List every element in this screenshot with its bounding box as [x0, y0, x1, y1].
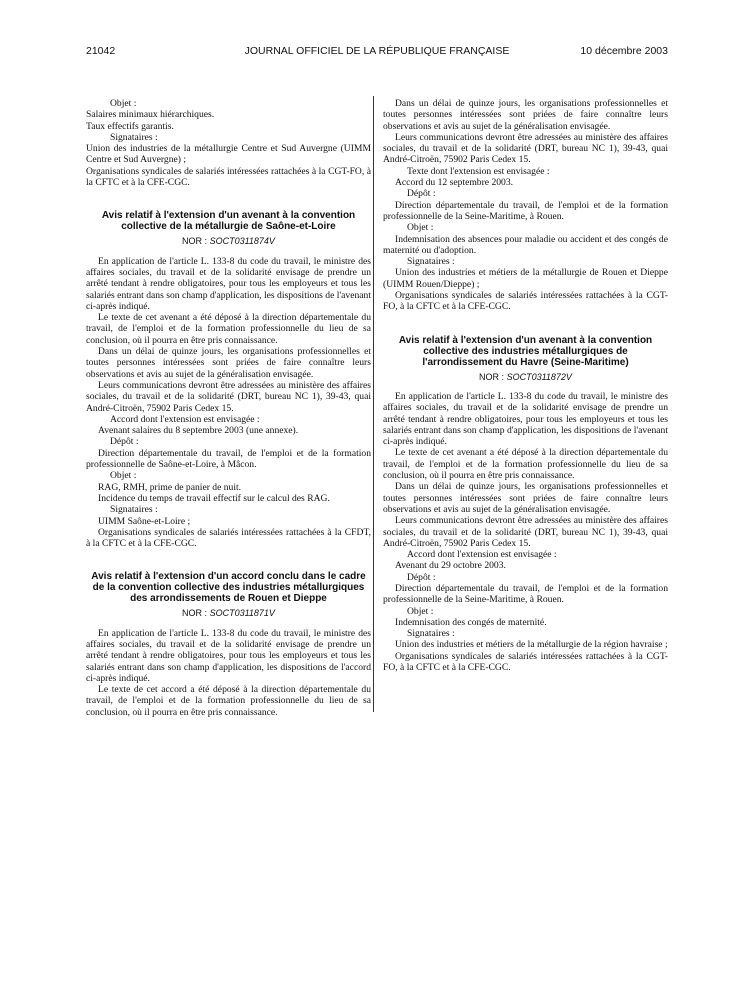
objet-label: Objet : [407, 605, 434, 617]
issue-date: 10 décembre 2003 [580, 45, 668, 57]
paragraph: Le texte de cet avenant a été déposé à la direction départementale du travail, de l'emploi et de la formation professionnelle du lieu de sa conclusion, où il pourra en être pris connaissance. [86, 312, 371, 346]
journal-title: JOURNAL OFFICIEL DE LA RÉPUBLIQUE FRANÇAISE [244, 45, 510, 57]
paragraph: Leurs communications devront être adressées au ministère des affaires sociales, du travail et de la solidarité (DRT, bureau NC 1), 39-43, quai André-Citroën, 75902 Paris Cedex 15. [383, 131, 668, 166]
objet-text: Indemnisation des congés de maternité. [395, 616, 547, 628]
notice-title: Avis relatif à l'extension d'un accord conclu dans le cadre de la convention collective des industries métallurgiques des arrondissements de Rouen et Dieppe [91, 571, 366, 605]
paragraph: Dans un délai de quinze jours, les organisations professionnelles et toutes personnes intéressées sont priées de faire connaître leurs observations et avis au sujet de la généralisation envisagée. [383, 98, 668, 132]
objet-label: Objet : [110, 98, 137, 109]
paragraph: Le texte de cet accord a été déposé à la direction départementale du travail, de l'emploi et de la formation professionnelle du lieu de sa conclusion, où il pourra en être pris connaissance. [86, 684, 371, 718]
texte-label: Texte dont l'extension est envisagée : [407, 165, 550, 177]
signataires-label: Signataires : [407, 256, 455, 268]
objet-text: Taux effectifs garantis. [86, 120, 174, 132]
page-number: 21042 [86, 45, 116, 57]
nor-code: SOCT0311872V [506, 371, 572, 382]
signataire-text: Organisations syndicales de salariés intéressées rattachées à la CGT-FO, à la CFTC et à la CFE-CGC. [86, 165, 371, 189]
accord-label: Accord dont l'extension est envisagée : [110, 413, 260, 425]
nor-reference: NOR : SOCT0311872V [479, 371, 572, 382]
accord-label: Accord dont l'extension est envisagée : [407, 549, 557, 561]
nor-reference: NOR : SOCT0311871V [182, 608, 275, 619]
signataire-text: Union des industries de la métallurgie Centre et Sud Auvergne (UIMM Centre et Sud Auvergne) ; [86, 143, 371, 166]
paragraph: En application de l'article L. 133-8 du code du travail, le ministre des affaires sociales, du travail et de la solidarité envisage de prendre un arrêté tendant à rendre obligatoires, pour tous les employeurs et tous les salariés entrant dans son champ d'application, les dispositions de l'avenant ci-après indiqué. [86, 255, 371, 312]
signataire-text: UIMM Saône-et-Loire ; [98, 515, 191, 527]
paragraph: Dans un délai de quinze jours, les organisations professionnelles et toutes personnes intéressées sont priées de faire connaître leurs observations et avis au sujet de la généralisation envisagée. [86, 346, 371, 380]
nor-code: SOCT0311874V [209, 236, 275, 247]
texte-text: Accord du 12 septembre 2003. [395, 177, 514, 189]
signataires-label: Signataires : [407, 628, 455, 640]
notice-title: Avis relatif à l'extension d'un avenant à la convention collective des industries métallurgiques de l'arrondissement du Havre (Seine-Maritime) [398, 334, 653, 368]
nor-reference: NOR : SOCT0311874V [182, 236, 275, 247]
objet-text: Incidence du temps de travail effectif sur le calcul des RAG. [98, 492, 330, 504]
notice-title: Avis relatif à l'extension d'un avenant à la convention collective de la métallurgie de Saône-et-Loire [101, 210, 356, 233]
depot-text: Direction départementale du travail, de l'emploi et de la formation professionnelle de Saône-et-Loire, à Mâcon. [86, 447, 371, 471]
signataire-text: Union des industries et métiers de la métallurgie de Rouen et Dieppe (UIMM Rouen/Dieppe) ; [383, 267, 668, 290]
paragraph: Leurs communications devront être adressées au ministère des affaires sociales, du travail et de la solidarité (DRT, bureau NC 1), 39-43, quai André-Citroën, 75902 Paris Cedex 15. [86, 379, 371, 414]
objet-text: RAG, RMH, prime de panier de nuit. [98, 481, 242, 493]
notice-le-havre [383, 335, 668, 674]
paragraph: Le texte de cet avenant a été déposé à la direction départementale du travail, de l'emploi et de la formation professionnelle du lieu de sa conclusion, où il pourra en être pris connaissance. [383, 447, 668, 482]
objet-text: Salaires minimaux hiérarchiques. [86, 109, 215, 121]
signataire-text: Union des industries et métiers de la métallurgie de la région havraise ; [395, 639, 668, 651]
signataires-label: Signataires : [110, 131, 158, 143]
objet-label: Objet : [407, 222, 434, 234]
paragraph: En application de l'article L. 133-8 du code du travail, le ministre des affaires sociales, du travail et de la solidarité envisage de prendre un arrêté tendant à rendre obligatoires, pour tous les employeurs et tous les salariés entrant dans son champ d'application, les dispositions de l'accord ci-après indiqué. [86, 627, 371, 684]
left-column [86, 98, 371, 718]
accord-text: Avenant salaires du 8 septembre 2003 (une annexe). [98, 425, 299, 437]
signataire-text: Organisations syndicales de salariés intéressées rattachées à la CGT-FO, à la CFTC et à la CFE-CGC. [383, 290, 668, 313]
page-header [86, 45, 668, 61]
column-divider [373, 96, 374, 712]
objet-label: Objet : [110, 470, 137, 482]
paragraph: En application de l'article L. 133-8 du code du travail, le ministre des affaires sociales, du travail et de la solidarité envisage de prendre un arrêté tendant à rendre obligatoires, pour tous les employeurs et tous les salariés entrant dans son champ d'application, les dispositions de l'avenant ci-après indiqué. [383, 390, 668, 448]
paragraph: Dans un délai de quinze jours, les organisations professionnelles et toutes personnes intéressées sont priées de faire connaître leurs observations et avis au sujet de la généralisation envisagée. [383, 481, 668, 515]
depot-text: Direction départementale du travail, de l'emploi et de la formation professionnelle de la Seine-Maritime, à Rouen. [383, 199, 668, 222]
nor-code: SOCT0311871V [209, 608, 275, 619]
paragraph: Leurs communications devront être adressées au ministère des affaires sociales, du travail et de la solidarité (DRT, bureau NC 1), 39-43, quai André-Citroën, 75902 Paris Cedex 15. [383, 515, 668, 549]
depot-label: Dépôt : [110, 436, 139, 448]
depot-text: Direction départementale du travail, de l'emploi et de la formation professionnelle de la Seine-Maritime, à Rouen. [383, 582, 668, 606]
right-column [383, 98, 668, 673]
depot-label: Dépôt : [407, 571, 436, 583]
notice-saone-et-loire [86, 210, 371, 549]
signataire-text: Organisations syndicales de salariés intéressées rattachées à la CGT-FO, à la CFTC et à la CFE-CGC. [383, 650, 668, 674]
notice-rouen-dieppe [86, 571, 371, 718]
depot-label: Dépôt : [407, 188, 436, 200]
objet-text: Indemnisation des absences pour maladie ou accident et des congés de maternité ou d'adoption. [383, 233, 668, 256]
signataire-text: Organisations syndicales de salariés intéressées rattachées à la CFDT, à la CFTC et à la CFE-CGC. [86, 526, 371, 550]
signataires-label: Signataires : [110, 504, 158, 516]
accord-text: Avenant du 29 octobre 2003. [395, 560, 506, 572]
